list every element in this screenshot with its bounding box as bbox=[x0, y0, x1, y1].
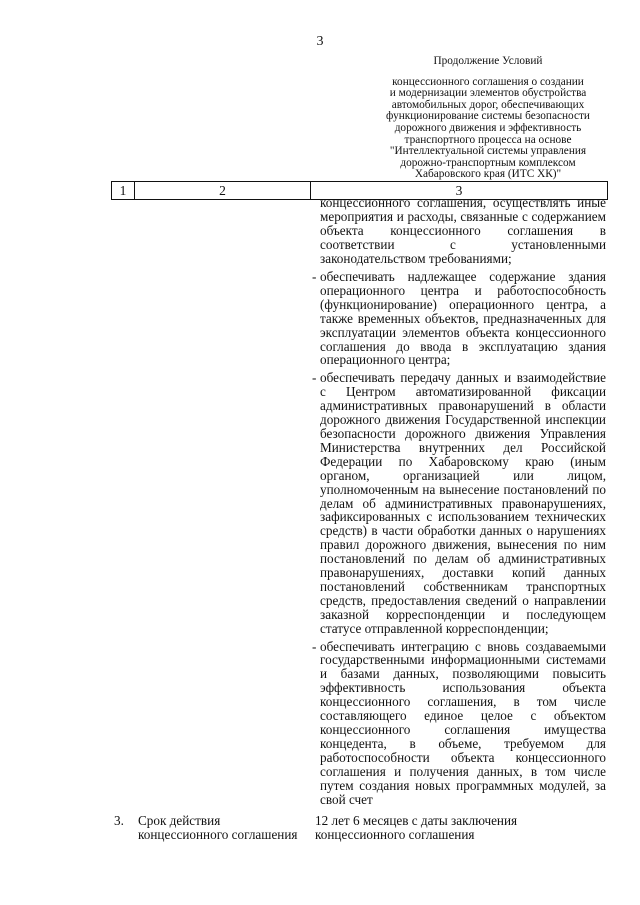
caption-line: "Интеллектуальной системы управления bbox=[389, 145, 587, 158]
caption-line: Хабаровского края (ИТС ХК)" bbox=[414, 168, 562, 181]
caption-title: Продолжение Условий bbox=[433, 55, 543, 67]
header-col-1: 1 bbox=[112, 182, 135, 200]
list-item-text: обеспечивать интеграцию с вновь создаваемыми государственными информационными системами и базами данных, позволяющими повысить эффективность использования объекта концессионного соглашения, в том числе составляющего единое целое с объектом концессионного соглашения имущества концедента, в объеме, требуемом для работоспособности объекта концессионного соглашения и получения данных, в том числе путем создания новых программных модулей, за свой счет bbox=[320, 638, 606, 807]
caption-line: транспортного процесса на основе bbox=[404, 133, 572, 146]
caption-line: дорожно-транспортным комплексом bbox=[400, 156, 576, 169]
dash-bullet: - bbox=[312, 638, 317, 654]
page-number: 3 bbox=[316, 34, 324, 49]
caption-line: дорожного движения и эффективность bbox=[394, 121, 582, 134]
list-item bbox=[312, 270, 606, 367]
list-item bbox=[312, 640, 606, 807]
row-label: Срок действия концессионного соглашения bbox=[138, 813, 298, 842]
caption-line: и модернизации элементов обустройства bbox=[389, 87, 587, 100]
dash-bullet: - bbox=[312, 370, 317, 386]
caption-line: автомобильных дорог, обеспечивающих bbox=[391, 98, 585, 111]
row-value: 12 лет 6 месяцев с даты заключения концессионного соглашения bbox=[315, 813, 518, 842]
document-caption bbox=[368, 56, 608, 181]
row-number: 3. bbox=[114, 813, 124, 828]
list-item-text: обеспечивать передачу данных и взаимодействие с Центром автоматизированной фиксации административных правонарушений в области дорожного движения Государственной инспекции безопасности дорожного движения Управления Министерства внутренних дел Российской Федерации по Хабаровскому краю (иным органом, организацией или лицом, уполномоченным на вынесение постановлений по делам об административных правонарушениях, зафиксированных с использованием технических средств) в части обработки данных о нарушениях правил дорожного движения, вынесения по ним постановлений по делам об административных правонарушениях, доставки копий данных постановлений собственникам транспортных средств, предоставления сведений о направлении заказной корреспонденции и последующем статусе отправленной корреспонденции; bbox=[320, 370, 606, 636]
obligations-list bbox=[312, 270, 606, 810]
dash-bullet: - bbox=[312, 269, 317, 284]
list-item bbox=[312, 371, 606, 635]
header-col-3: 3 bbox=[311, 182, 608, 200]
caption-line: концессионного соглашения о создании bbox=[392, 75, 584, 88]
continuation-paragraph: концессионного соглашения, осуществлять иные мероприятия и расходы, связанные с содержанием объекта концессионного соглашения в соответствии с установленными законодательством требованиями; bbox=[320, 195, 606, 266]
caption-line: функционирование системы безопасности bbox=[386, 110, 590, 123]
header-col-2: 2 bbox=[135, 182, 311, 200]
list-item-text: обеспечивать надлежащее содержание здания операционного центра и работоспособность (функционирование) операционного центра, а также временных объектов, предназначенных для эксплуатации элементов объекта концессионного соглашения до ввода в эксплуатацию здания операционного центра; bbox=[320, 269, 606, 368]
